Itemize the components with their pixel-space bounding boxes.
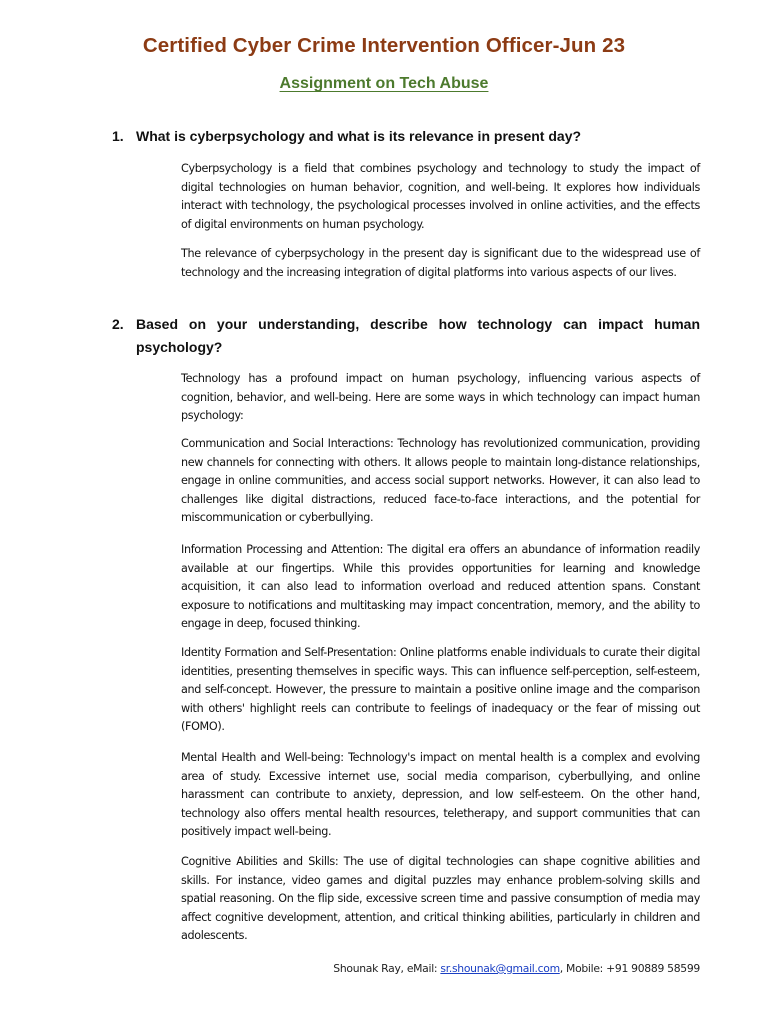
question-1-number: 1. [112,128,124,144]
question-1 [112,125,700,148]
answer-1-paragraph-2: The relevance of cyberpsychology in the present day is significant due to the widespread use of technology and the increasing integration of digital platforms into various aspects of our lives. [181,247,700,279]
answer-2-paragraph-mental-health: Mental Health and Well-being: Technology's impact on mental health is a complex and evolving area of study. Excessive internet use, social media comparison, cyberbullying, and online harassment can contribute to anxiety, depression, and low self-esteem. On the other hand, technology also offers mental health resources, teletherapy, and support communities that can positively impact well-being. [181,751,700,839]
footer-email-link[interactable]: sr.shounak@gmail.com [440,962,560,975]
answer-2-paragraph-cognitive: Cognitive Abilities and Skills: The use of digital technologies can shape cognitive abilities and skills. For instance, video games and digital puzzles may enhance problem-solving skills and spatial reasoning. On the flip side, excessive screen time and passive consumption of media may affect cognitive development, attention, and critical thinking abilities, particularly in children and adolescents. [181,855,700,943]
answer-1-paragraph-1: Cyberpsychology is a field that combines psychology and technology to study the impact of digital technologies on human behavior, cognition, and well-being. It explores how individuals interact with technology, the psychological processes involved in online activities, and the effects of digital environments on human psychology. [181,162,700,231]
footer-mobile: , Mobile: +91 90889 58599 [559,962,700,975]
question-2 [112,313,700,359]
answer-2-paragraph-1: Technology has a profound impact on human psychology, influencing various aspects of cognition, behavior, and well-being. Here are some ways in which technology can impact human psychology: [181,372,700,423]
assignment-subtitle [0,75,768,93]
question-2-text: Based on your understanding, describe how technology can impact human psychology? [136,316,700,355]
subtitle-text: Assignment on Tech Abuse [279,75,489,92]
page-title: Certified Cyber Crime Intervention Officer-Jun 23 [142,34,626,57]
question-2-number: 2. [112,316,124,332]
question-1-text: What is cyberpsychology and what is its relevance in present day? [136,128,582,144]
footer [333,962,700,975]
answer-2-paragraph-identity: Identity Formation and Self-Presentation: Online platforms enable individuals to curate their digital identities, presenting themselves in specific ways. This can influence self-perception, self-esteem, and self-concept. However, the pressure to maintain a positive online image and the comparison with others' highlight reels can contribute to feelings of inadequacy or the fear of missing out (FOMO). [181,646,700,734]
footer-author: Shounak Ray, eMail: [333,962,441,975]
answer-2-paragraph-information: Information Processing and Attention: The digital era offers an abundance of information readily available at our fingertips. While this provides opportunities for learning and knowledge acquisition, it can also lead to information overload and reduced attention spans. Constant exposure to notifications and multitasking may impact concentration, memory, and the ability to engage in deep, focused thinking. [181,543,700,631]
answer-2-paragraph-communication: Communication and Social Interactions: Technology has revolutionized communication, providing new channels for connecting with others. It allows people to maintain long-distance relationships, engage in online communities, and access social support networks. However, it can also lead to challenges like digital distractions, reduced face-to-face interactions, and the potential for miscommunication or cyberbullying. [181,437,700,525]
